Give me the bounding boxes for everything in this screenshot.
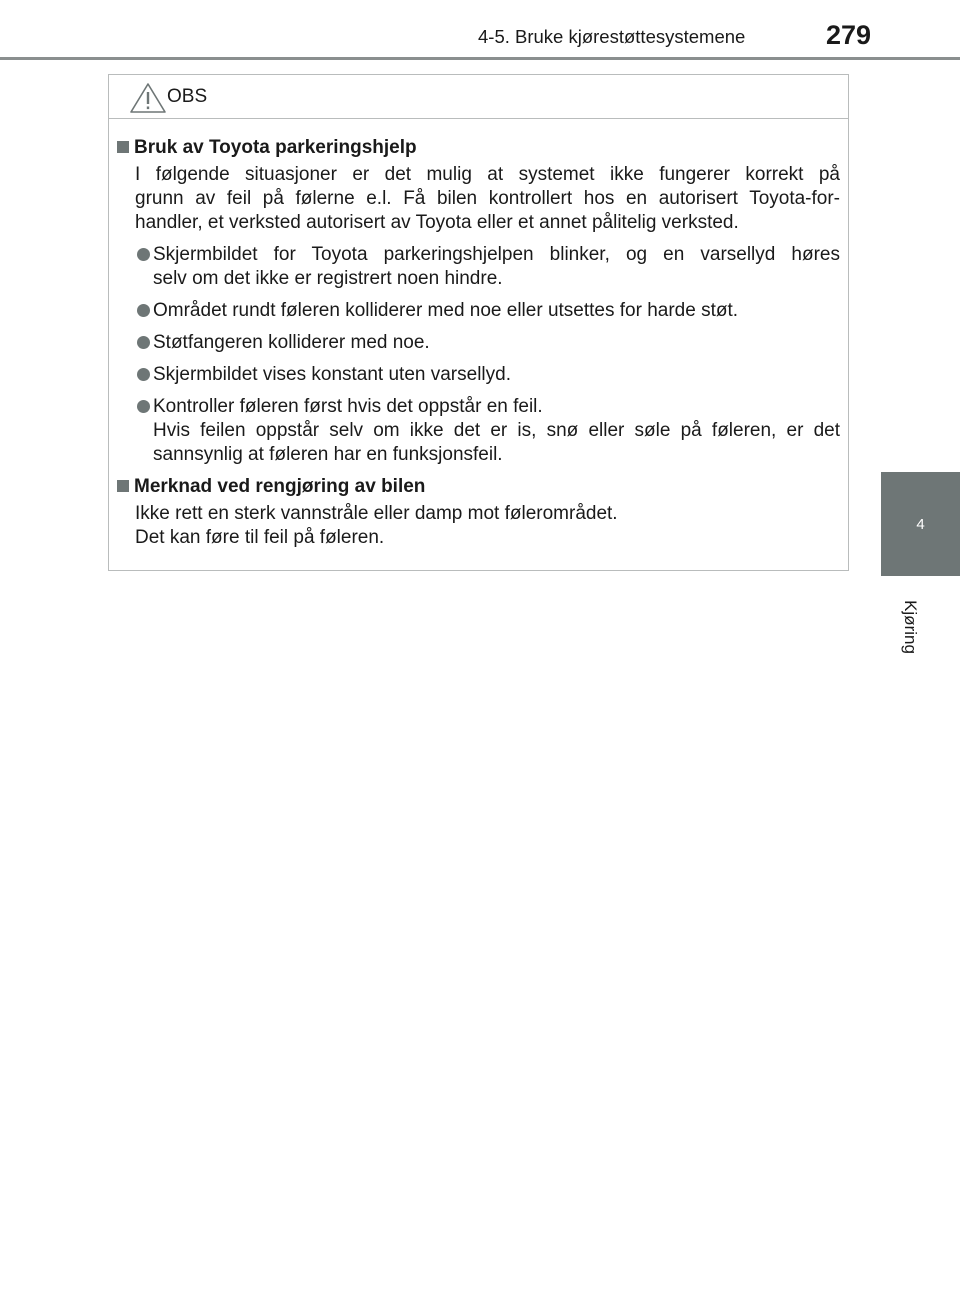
round-bullet-icon [137,336,150,349]
bullet-item [117,331,840,355]
section-intro [117,502,840,550]
chapter-label [897,592,923,662]
header-rule [0,57,960,60]
section-heading-text: Bruk av Toyota parkeringshjelp [134,137,417,158]
round-bullet-icon [137,248,150,261]
section-heading-text: Merknad ved rengjøring av bilen [134,476,426,497]
section-heading [117,136,840,160]
square-bullet-icon [117,480,129,492]
round-bullet-icon [137,400,150,413]
notice-header [109,75,848,119]
bullet-line: Kontroller føleren først hvis det oppstår en feil. [153,396,543,417]
bullet-item [117,243,840,291]
intro-line: grunn av feil på følerne e.l. Få bilen kontrollert hos en autorisert Toyota-for- [135,188,840,209]
bullet-line: Skjermbildet for Toyota parkeringshjelpen blinker, og en varsellyd høres [153,244,840,265]
intro-line: Det kan føre til feil på føleren. [135,527,385,548]
bullet-line: Støtfangeren kolliderer med noe. [153,332,430,353]
bullet-line: sannsynlig at føleren har en funksjonsfeil. [153,444,503,465]
intro-line: handler, et verksted autorisert av Toyota eller et annet pålitelig verksted. [135,212,739,233]
square-bullet-icon [117,141,129,153]
header-section-title: 4-5. Bruke kjørestøttesystemene [478,26,746,47]
chapter-tab [881,472,960,576]
section-intro [117,163,840,235]
round-bullet-icon [137,304,150,317]
round-bullet-icon [137,368,150,381]
bullet-item [117,363,840,387]
bullet-item [117,299,840,323]
chapter-label-text: Kjøring [901,600,920,654]
bullet-item [117,395,840,467]
bullet-line: Området rundt føleren kolliderer med noe eller utsettes for harde støt. [153,300,739,321]
chapter-number: 4 [916,516,925,533]
intro-line: Ikke rett en sterk vannstråle eller damp mot følerområdet. [135,503,618,524]
bullet-line: Hvis feilen oppstår selv om ikke det er is, snø eller søle på føleren, er det [153,420,840,441]
intro-line: I følgende situasjoner er det mulig at systemet ikke fungerer korrekt på [135,164,840,185]
notice-title: OBS [167,86,208,107]
warning-triangle-icon [129,82,167,114]
bullet-line: Skjermbildet vises konstant uten varsellyd. [153,364,511,385]
page-number: 279 [826,20,872,50]
bullet-line: selv om det ikke er registrert noen hindre. [153,268,503,289]
section-heading [117,475,840,499]
notice-body [109,119,848,550]
notice-box [108,74,849,571]
